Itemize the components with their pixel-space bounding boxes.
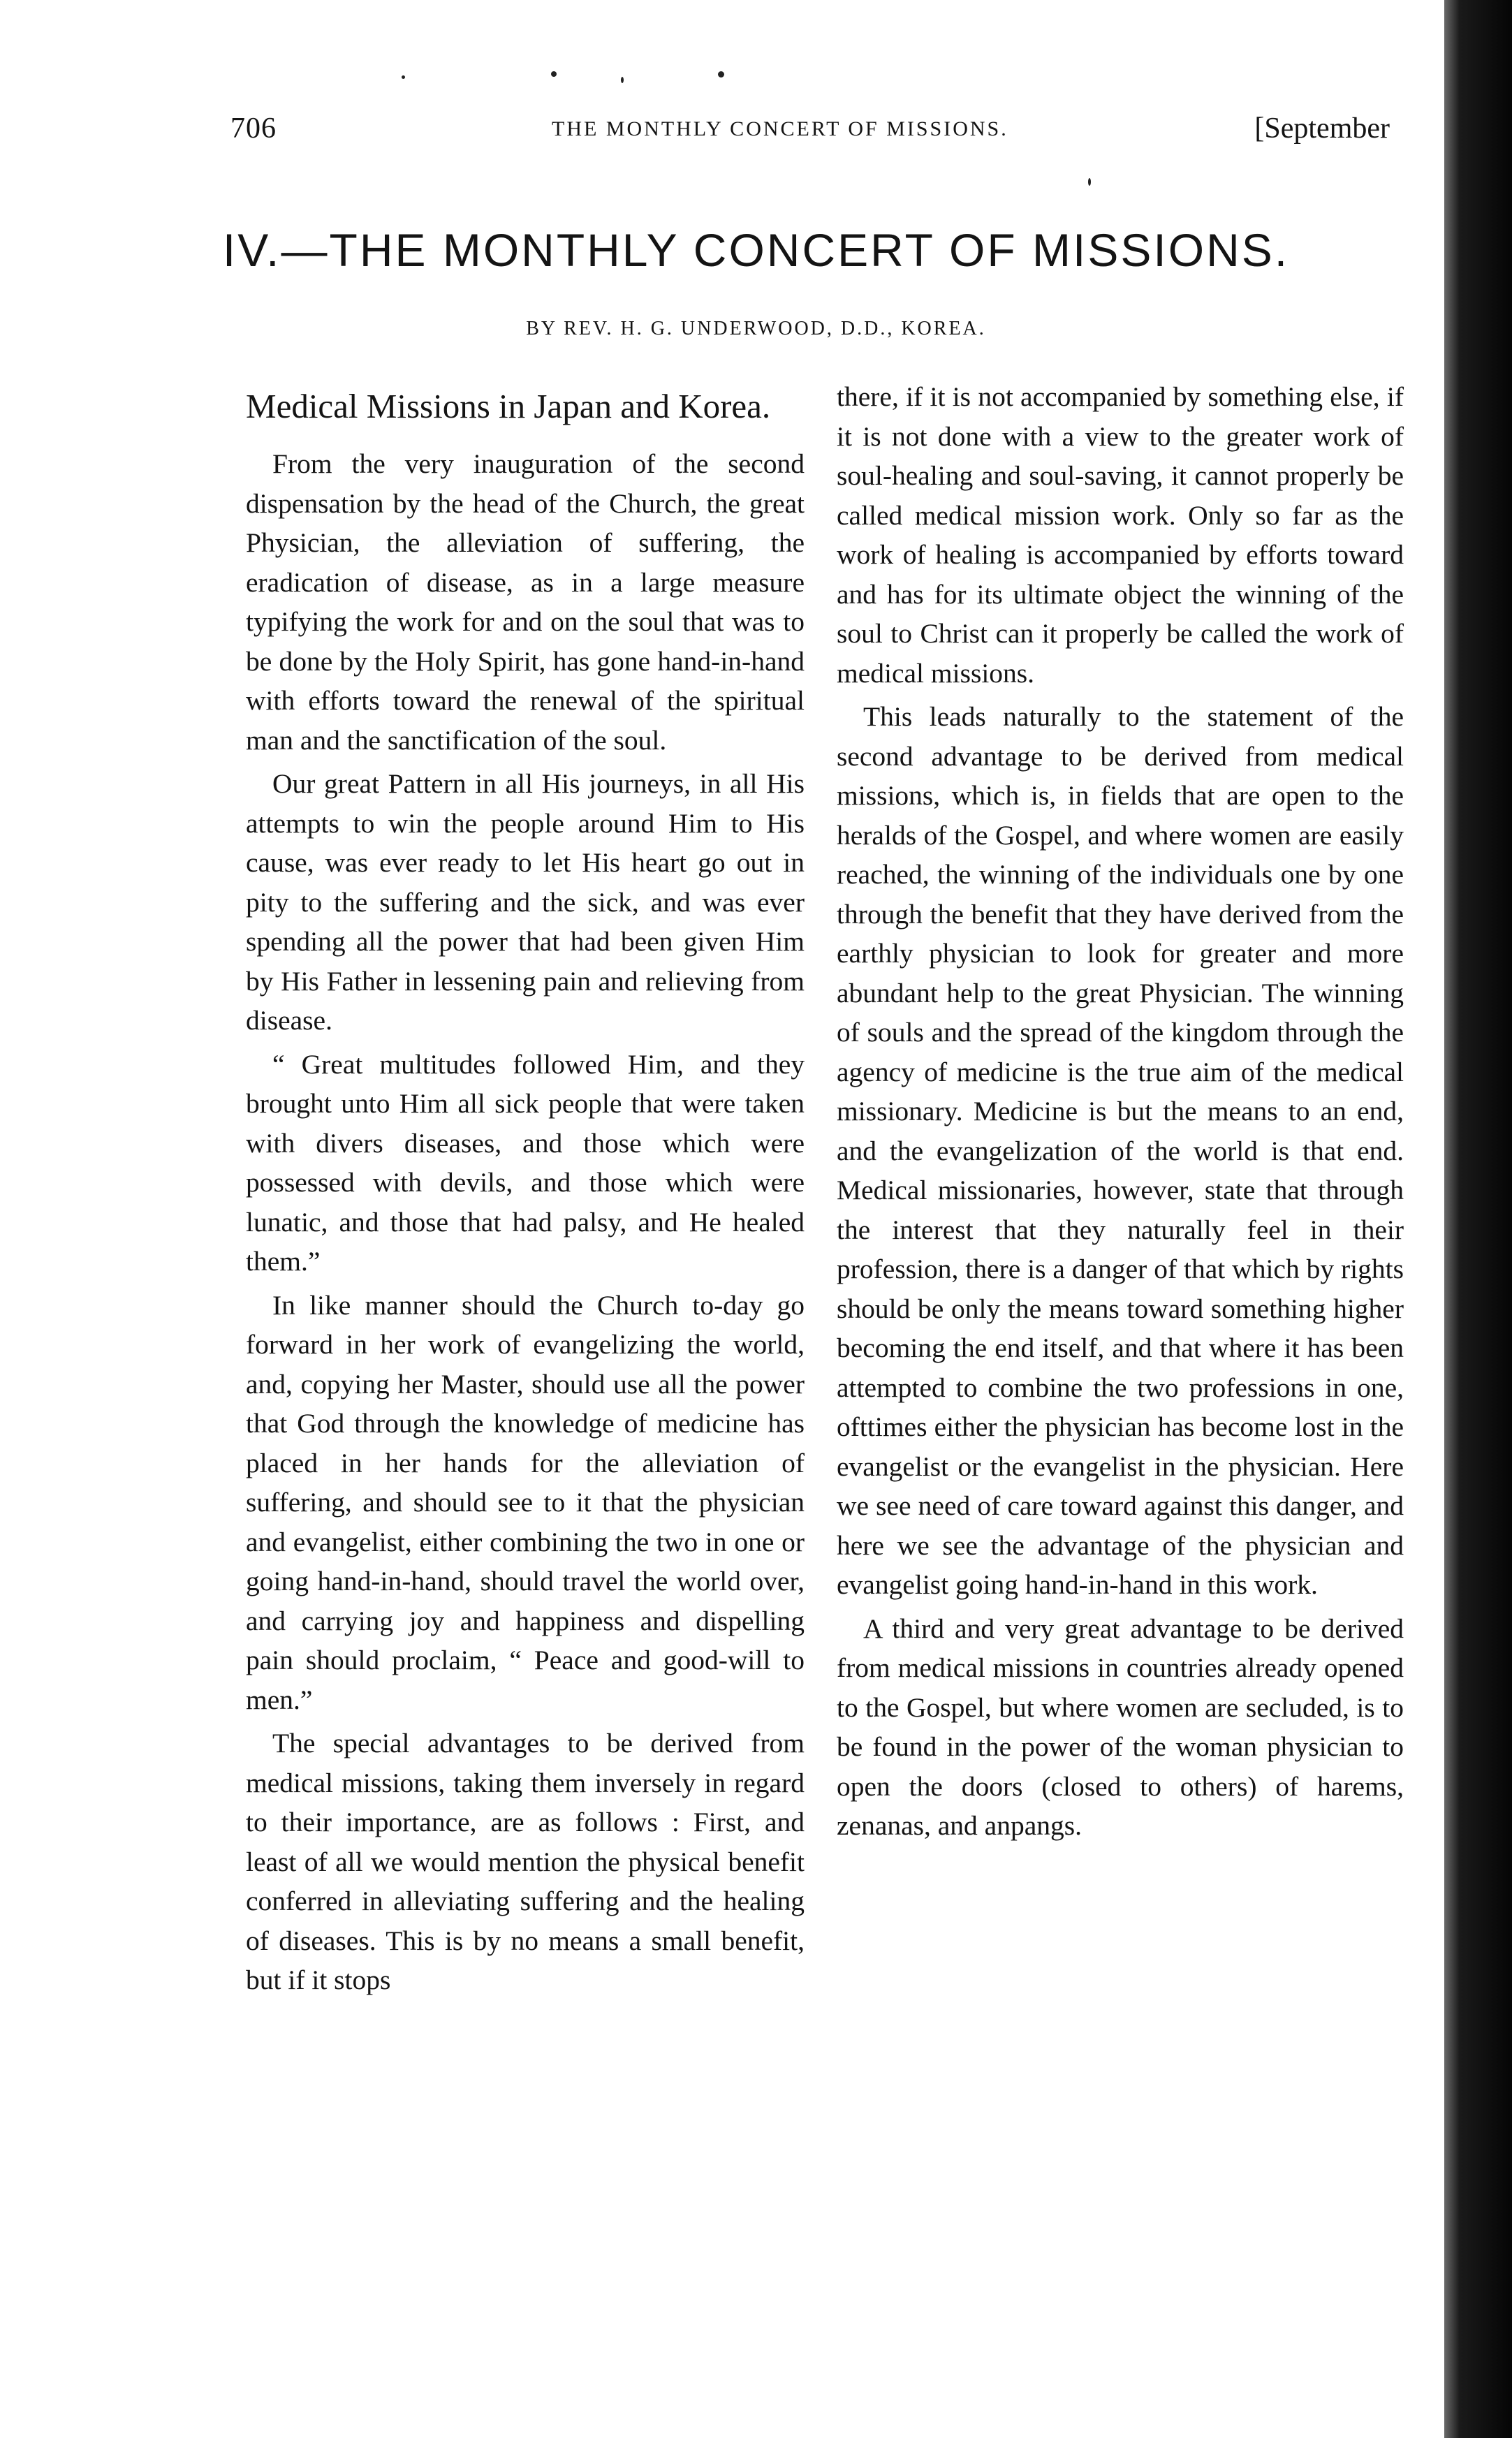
paragraph: This leads naturally to the statement of the second advantage to be derived from medical missions, which is, in fields that are open to the heralds of the Gospel, and where women are easily reached, the winning of the individuals one by one through the benefit that they have derived from the earthly physician to look for greater and more abundant help to the great Physician. The winning of souls and the spread of the kingdom through the agency of medicine is the true aim of the medical missionary. Medicine is but the means to an end, and the evangelization of the world is that end. Medical missionaries, however, state that through the interest that they naturally feel in their profession, there is a danger of that which by rights should be only the means toward something higher becoming the end itself, and that where it has been attempted to combine the two professions in one, ofttimes either the physician has become lost in the evangelist or the evangelist in the physician. Here we see need of care toward against this danger, and here we see the advantage of the physician and evangelist going hand-in-hand in this work. (837, 701, 1404, 1600)
paragraph: The special advantages to be derived from medical missions, taking them inversely in regard to their importance, are as follows : First, and least of all we would mention the physical benefit conferred in alleviating suffering and the healing of diseases. This is by no means a small benefit, but if it stops (246, 1728, 805, 1995)
scan-speck (551, 71, 557, 77)
left-column (246, 377, 805, 2000)
binding-shadow (1444, 0, 1512, 2438)
page-number: 706 (230, 112, 277, 145)
paragraph: In like manner should the Church to-day go forward in her work of evangelizing the world, and, copying her Master, should use all the power that God through the knowledge of medicine has placed in her hands for the alleviation of suffering, and should see to it that the physician and evangelist, either combining the two in one or going hand-in-hand, should travel the world over, and carrying joy and happiness and dispelling pain should proclaim, “ Peace and good-will to men.” (246, 1289, 805, 1715)
quotation-paragraph: “ Great multitudes followed Him, and they brought unto Him all sick people that were taken with divers diseases, and those which were possessed with devils, and those which were lunatic, and those that had palsy, and He healed them.” (246, 1048, 805, 1277)
paragraph: Our great Pattern in all His journeys, in all His attempts to win the people around Him to His cause, was ever ready to let His heart go out in pity to the suffering and the sick, and was ever spending all the power that had been given Him by His Father in lessening pain and relieving from disease. (246, 768, 805, 1036)
byline: BY REV. H. G. UNDERWOOD, D.D., KOREA. (526, 318, 986, 339)
scan-speck (1088, 178, 1091, 186)
scan-speck (621, 77, 624, 83)
running-header (230, 112, 1390, 154)
article-title: IV.—THE MONTHLY CONCERT OF MISSIONS. (222, 224, 1290, 276)
paragraph: A third and very great advantage to be derived from medical missions in countries already opened to the Gospel, but where women are secluded, is to be found in the power of the woman physician to open the doors (closed to others) of harems, zenanas, and anpangs. (837, 1613, 1404, 1841)
scan-speck (402, 75, 405, 79)
scan-speck (718, 71, 724, 78)
continued-paragraph: there, if it is not accompanied by something else, if it is not done with a view to the greater work of soul-healing and soul-saving, it cannot properly be called medical mission work. Only so far as the work of healing is accompanied by efforts toward and has for its ultimate object the winning of the soul to Christ can it properly be called the work of medical missions. (837, 381, 1404, 689)
section-heading: Medical Missions in Japan and Korea. (246, 387, 771, 425)
paragraph: From the very inauguration of the second dispensation by the head of the Church, the great Physician, the alleviation of suffering, the eradication of disease, as in a large measure typifying the work for and on the soul that was to be done by the Holy Spirit, has gone hand-in-hand with efforts toward the renewal of the spiritual man and the sanctification of the soul. (246, 448, 805, 756)
right-column (837, 377, 1404, 1846)
running-title: THE MONTHLY CONCERT OF MISSIONS. (552, 117, 1008, 140)
running-month: [September (1254, 112, 1390, 145)
